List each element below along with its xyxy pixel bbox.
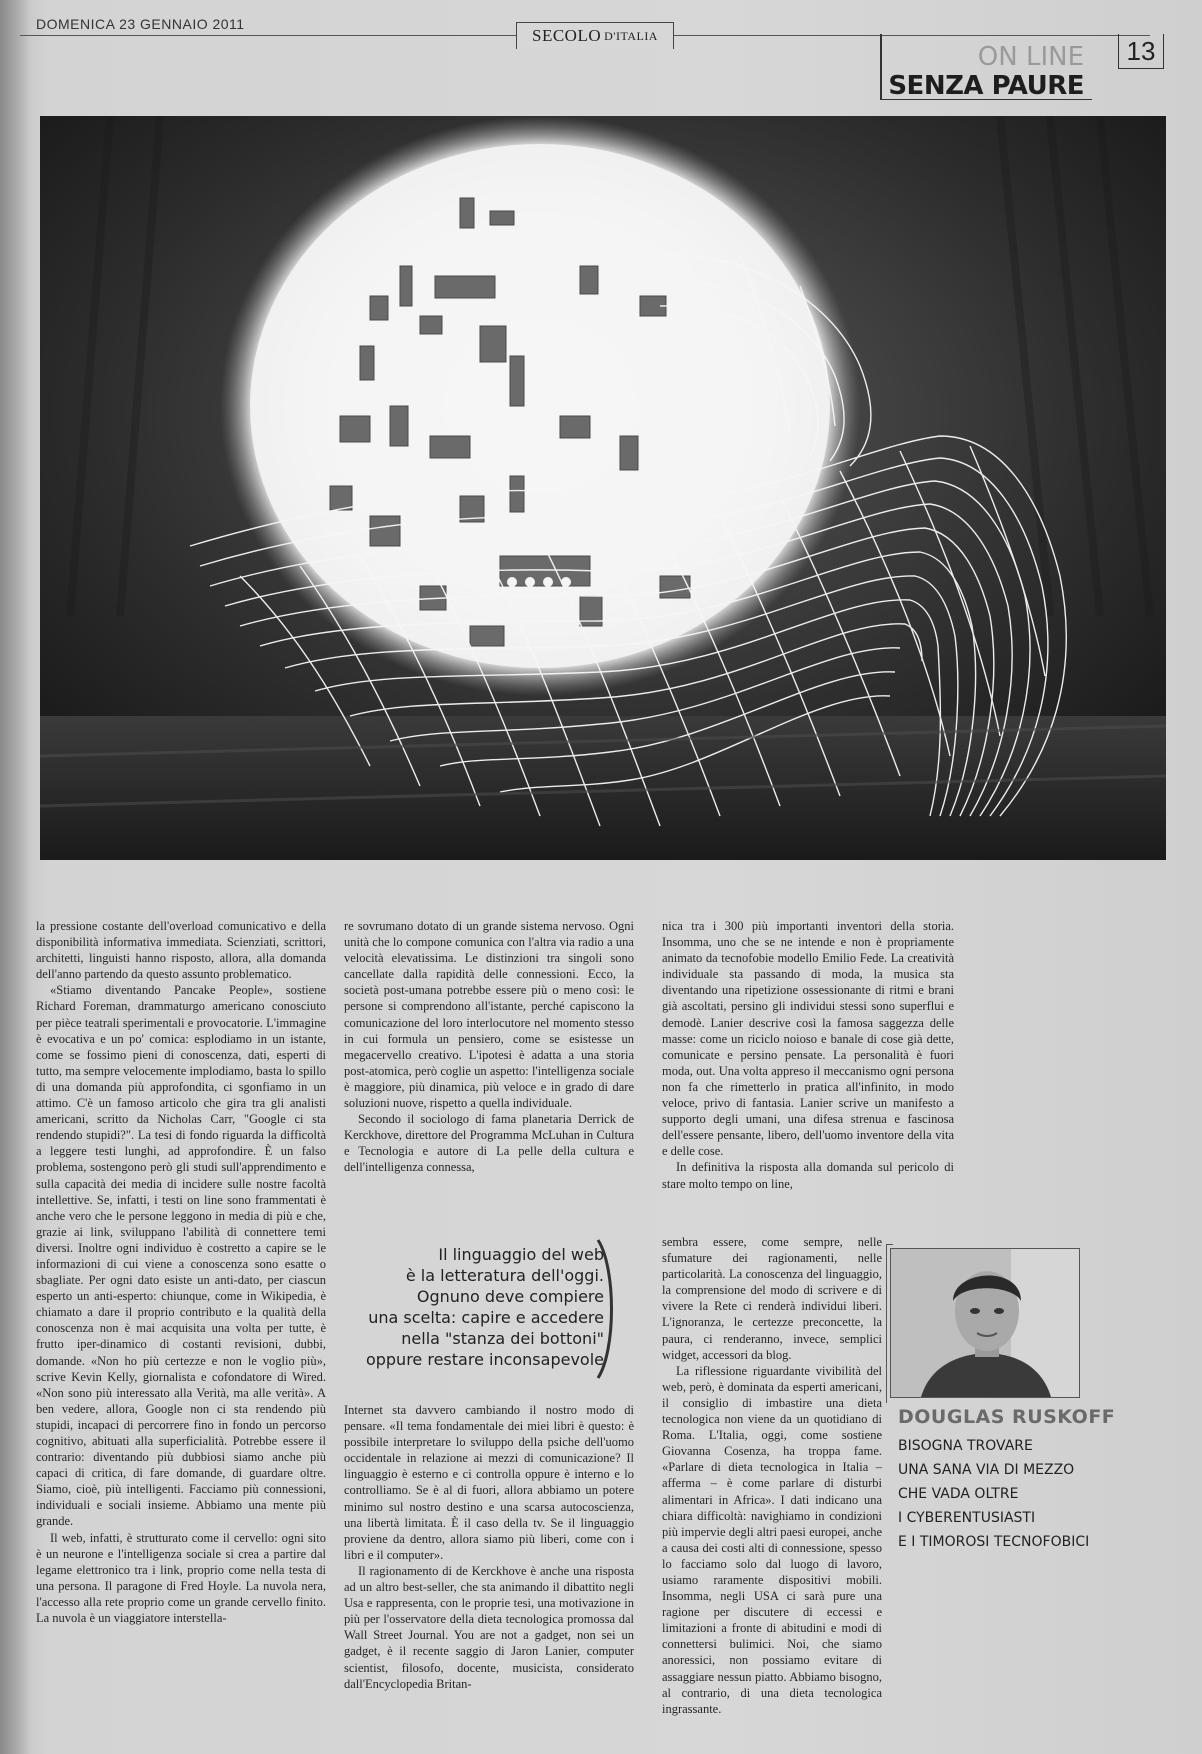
article-paragraph: Secondo il sociologo di fama planetaria Derrick de Kerckhove, direttore del Programma McLuhan in Cultura e Tecnologia e autore di La pelle della cultura e dell'intelligenza connessa, — [344, 1112, 634, 1175]
section-tag-line1: ON LINE — [977, 42, 1084, 72]
article-paragraph: la pressione costante dell'overload comunicativo e della disponibilità informativa immediata. Scienziati, scrittori, architetti, linguisti hanno risposto, allora, alla domanda dell'anno partendo da questo assunto problematico. — [36, 919, 326, 982]
masthead-title: SECOLO — [532, 26, 602, 45]
article-column-2-top — [344, 918, 634, 1176]
pull-quote-line: Il linguaggio del web — [438, 1245, 604, 1264]
article-photo — [40, 116, 1166, 860]
section-tag — [880, 34, 1092, 100]
article-column-1 — [36, 918, 326, 1626]
portrait-image — [891, 1249, 1079, 1397]
masthead-subtitle: D'ITALIA — [604, 28, 658, 43]
section-tag-line2: SENZA PAURE — [888, 71, 1084, 101]
article-paragraph: Il ragionamento di de Kerckhove è anche una risposta ad un altro best-seller, che sta animando il dibattito negli Usa e rappresenta, con le proprie tesi, una motivazione in più per l'osservatore della dieta tecnologica promossa dal Wall Street Journal. You are not a gadget, non sei un gadget, è il recente saggio di Jaron Lanier, computer scientist, filosofo, docente, musicista, considerato dall'Encyclopedia Britan- — [344, 1563, 634, 1691]
portrait-photo — [890, 1248, 1080, 1398]
article-paragraph: In definitiva la risposta alla domanda sul pericolo di stare molto tempo on line, — [662, 1160, 954, 1191]
pull-quote — [348, 1244, 604, 1370]
page-number: 13 — [1118, 34, 1164, 69]
article-column-3-top — [662, 918, 954, 1192]
sidebar-subtitle-line: I CYBERENTUSIASTI — [898, 1510, 1036, 1526]
pull-quote-bracket — [594, 1238, 620, 1380]
sidebar-subtitle-line: UNA SANA VIA DI MEZZO — [898, 1462, 1075, 1478]
pull-quote-line: oppure restare inconsapevole — [365, 1350, 604, 1369]
sphere — [250, 144, 830, 668]
sidebar-subtitle-line: E I TIMOROSI TECNOFOBICI — [898, 1534, 1090, 1550]
article-paragraph: re sovrumano dotato di un grande sistema nervoso. Ogni unità che lo compone comunica con l'altra via radio a una velocità elevatissima. Le distinzioni tra singoli sono cancellate dalla rapidità delle connessioni. Ecco, la società post-umana potrebbe essere più o meno così: le persone si comprendono all'istante, perché capiscono la comunicazione del loro interlocutore nel momento stesso in cui formula un pensiero, come se esistesse un megacervello creativo. L'ipotesi è adatta a una storia post-atomica, però coglie un aspetto: l'intelligenza sociale è maggiore, più dinamica, più veloce e in grado di dare soluzioni nuove, rispetto a quella individuale. — [344, 919, 634, 1111]
sidebar-person-name: DOUGLAS RUSKOFF — [898, 1406, 1116, 1428]
pull-quote-line: Ognuno deve compiere — [416, 1287, 604, 1306]
article-column-3-bottom — [662, 1234, 882, 1717]
article-paragraph: Il web, infatti, è strutturato come il cervello: ogni sito è un neurone e l'intelligenza sociale si crea a partire dal legame elettronico tra i link, proprio come nella testa di una persona. Il paragone di Fred Hoyle. La nuvola nera, l'accesso alla rete proprio come un grande cervello finito. La nuvola è un viaggiatore interstella- — [36, 1530, 326, 1626]
article-paragraph: La riflessione riguardante vivibilità del web, però, è dominata da esperti americani, il consiglio di imbastire una dieta tecnologica non viene da un quotidiano di Roma. L'Italia, oggi, come sostiene Giovanna Cosenza, ha troppa fame. «Parlare di dieta tecnologica in Italia – afferma – è come parlare di disturbi alimentari in Africa». I dati indicano una chiara difficoltà: navighiamo in condizioni più impervie degli altri paesi europei, anche a causa dei costi alti di connessione, spesso lo facciamo solo dal luogo di lavoro, usiamo raramente dispositivi mobili. Insomma, negli USA ci sarà pure una ragione per discutere di eccessi e limitazioni a fronte di abitudini e modi di connettersi bulimici. Noi, che siamo anoressici, non possiamo evitare di assaggiare nessun piatto. Abbiamo bisogno, al contrario, di una dieta tecnologica ingrassante. — [662, 1363, 882, 1716]
article-paragraph: Internet sta davvero cambiando il nostro modo di pensare. «Il tema fondamentale dei miei libri è questo: è possibile interpretare lo sviluppo della psiche dell'uomo occidentale in relazione ai mezzi di comunicazione? Il linguaggio è esterno e ci controlla oppure è interno e lo controlliamo. Se è al di fuori, allora abbiamo un potere minimo sul nostro destino e una scarsa autocoscienza, una libertà limitata. È il caso della tv. Se il linguaggio proviene da dentro, allora siamo più liberi, come con i libri e il computer». — [344, 1403, 634, 1562]
article-column-2-bottom — [344, 1402, 634, 1692]
pull-quote-line: una scelta: capire e accedere — [368, 1308, 604, 1327]
pull-quote-line: nella "stanza dei bottoni" — [401, 1329, 604, 1348]
pull-quote-line: è la letteratura dell'oggi. — [405, 1266, 604, 1285]
masthead — [516, 22, 674, 49]
sidebar-subtitle — [898, 1434, 1088, 1554]
sidebar-subtitle-line: BISOGNA TROVARE — [898, 1438, 1033, 1454]
article-paragraph: «Stiamo diventando Pancake People», sostiene Richard Foreman, drammaturgo americano conosciuto per pièce teatrali sperimentali e provocatorie. L'immagine è evocativa e un po' comica: esplodiamo in un istante, come se fossimo pieni di conoscenza, dati, esperti di tutto, ma sempre velocemente implodiamo, basta lo spillo di una domanda più approfondita, ci sgonfiamo in un attimo. C'è un famoso articolo che gira tra gli analisti americani, scritto da Nicholas Carr, "Google ci sta rendendo stupidi?". La tesi di fondo riguarda la difficoltà a leggere testi lunghi, ad approfondire. È un falso problema, sostengono però gli studi sull'apprendimento e sulla capacità dei media di incidere sulle nostre facoltà intellettive. Se, infatti, i testi on line sono frammentati è anche vero che le persone leggono in media di più e che, grazie ai link, sviluppano l'abilità di connettere temi diversi. Inoltre ogni individuo è costretto a capire se le informazioni di cui viene a conoscenza sono esatte o sbagliate. Per ogni dato esiste un anti-dato, per ciascun esperto un anti-esperto: chiunque, come in Wikipedia, è chiamato a dare il proprio contributo e la qualità della conoscenza non è mai acquisita una volta per tutte, è frutto iper-dinamico di costanti revisioni, dubbi, domande. «Non ho più certezze e non le voglio più», scrive Kevin Kelly, giornalista e cofondatore di Wired. «Non sono più interessato alla Verità, ma alle verità». A ben vedere, allora, Google non ci sta rendendo più stupidi, incapaci di percorrere fino in fondo un percorso cognitivo, abituati alla superficialità. Potrebbe essere il contrario: diventando più dubbiosi siamo anche più capaci di critica, di fare domande, di guardare oltre. Siamo, cioè, più intelligenti. Facciamo più connessioni, individuali e sociali insieme. Abbiamo una mente più grande. — [36, 983, 326, 1529]
article-paragraph: sembra essere, come sempre, nelle sfumature dei ragionamenti, nelle particolarità. La conoscenza del linguaggio, la comprensione del modo di scrivere e di vivere la Rete ci renderà individui liberi. L'ignoranza, le certezze preconcette, la paura, ci renderanno, invece, semplici widget, accessori da blog. — [662, 1235, 882, 1362]
sidebar-subtitle-line: CHE VADA OLTRE — [898, 1486, 1019, 1502]
issue-date: DOMENICA 23 GENNAIO 2011 — [36, 16, 245, 32]
article-paragraph: nica tra i 300 più importanti inventori della storia. Insomma, uno che se ne intende e non è propriamente animato da tecnofobie modello Emilio Fede. La creatività individuale sta passando di moda, la musica sta diventando una ripetizione ossessionante di ritmi e brani già ascoltati, persino gli individui stessi sono superflui e demodè. Lanier descrive così la famosa saggezza delle masse: come un riciclo noioso e banale di cose già dette, comunicate e persino pensate. La personalità è fuori moda, out. Una volta appreso il meccanismo ogni persona non fa che rimetterlo in pratica all'infinito, in modo veloce, privo di fantasia. Lanier scrive un manifesto a supporto degli umani, una difesa strenua e fascinosa dell'essere pensante, libero, dell'uomo inventore della vita e delle cose. — [662, 919, 954, 1159]
page-gutter-shadow — [0, 0, 30, 1754]
